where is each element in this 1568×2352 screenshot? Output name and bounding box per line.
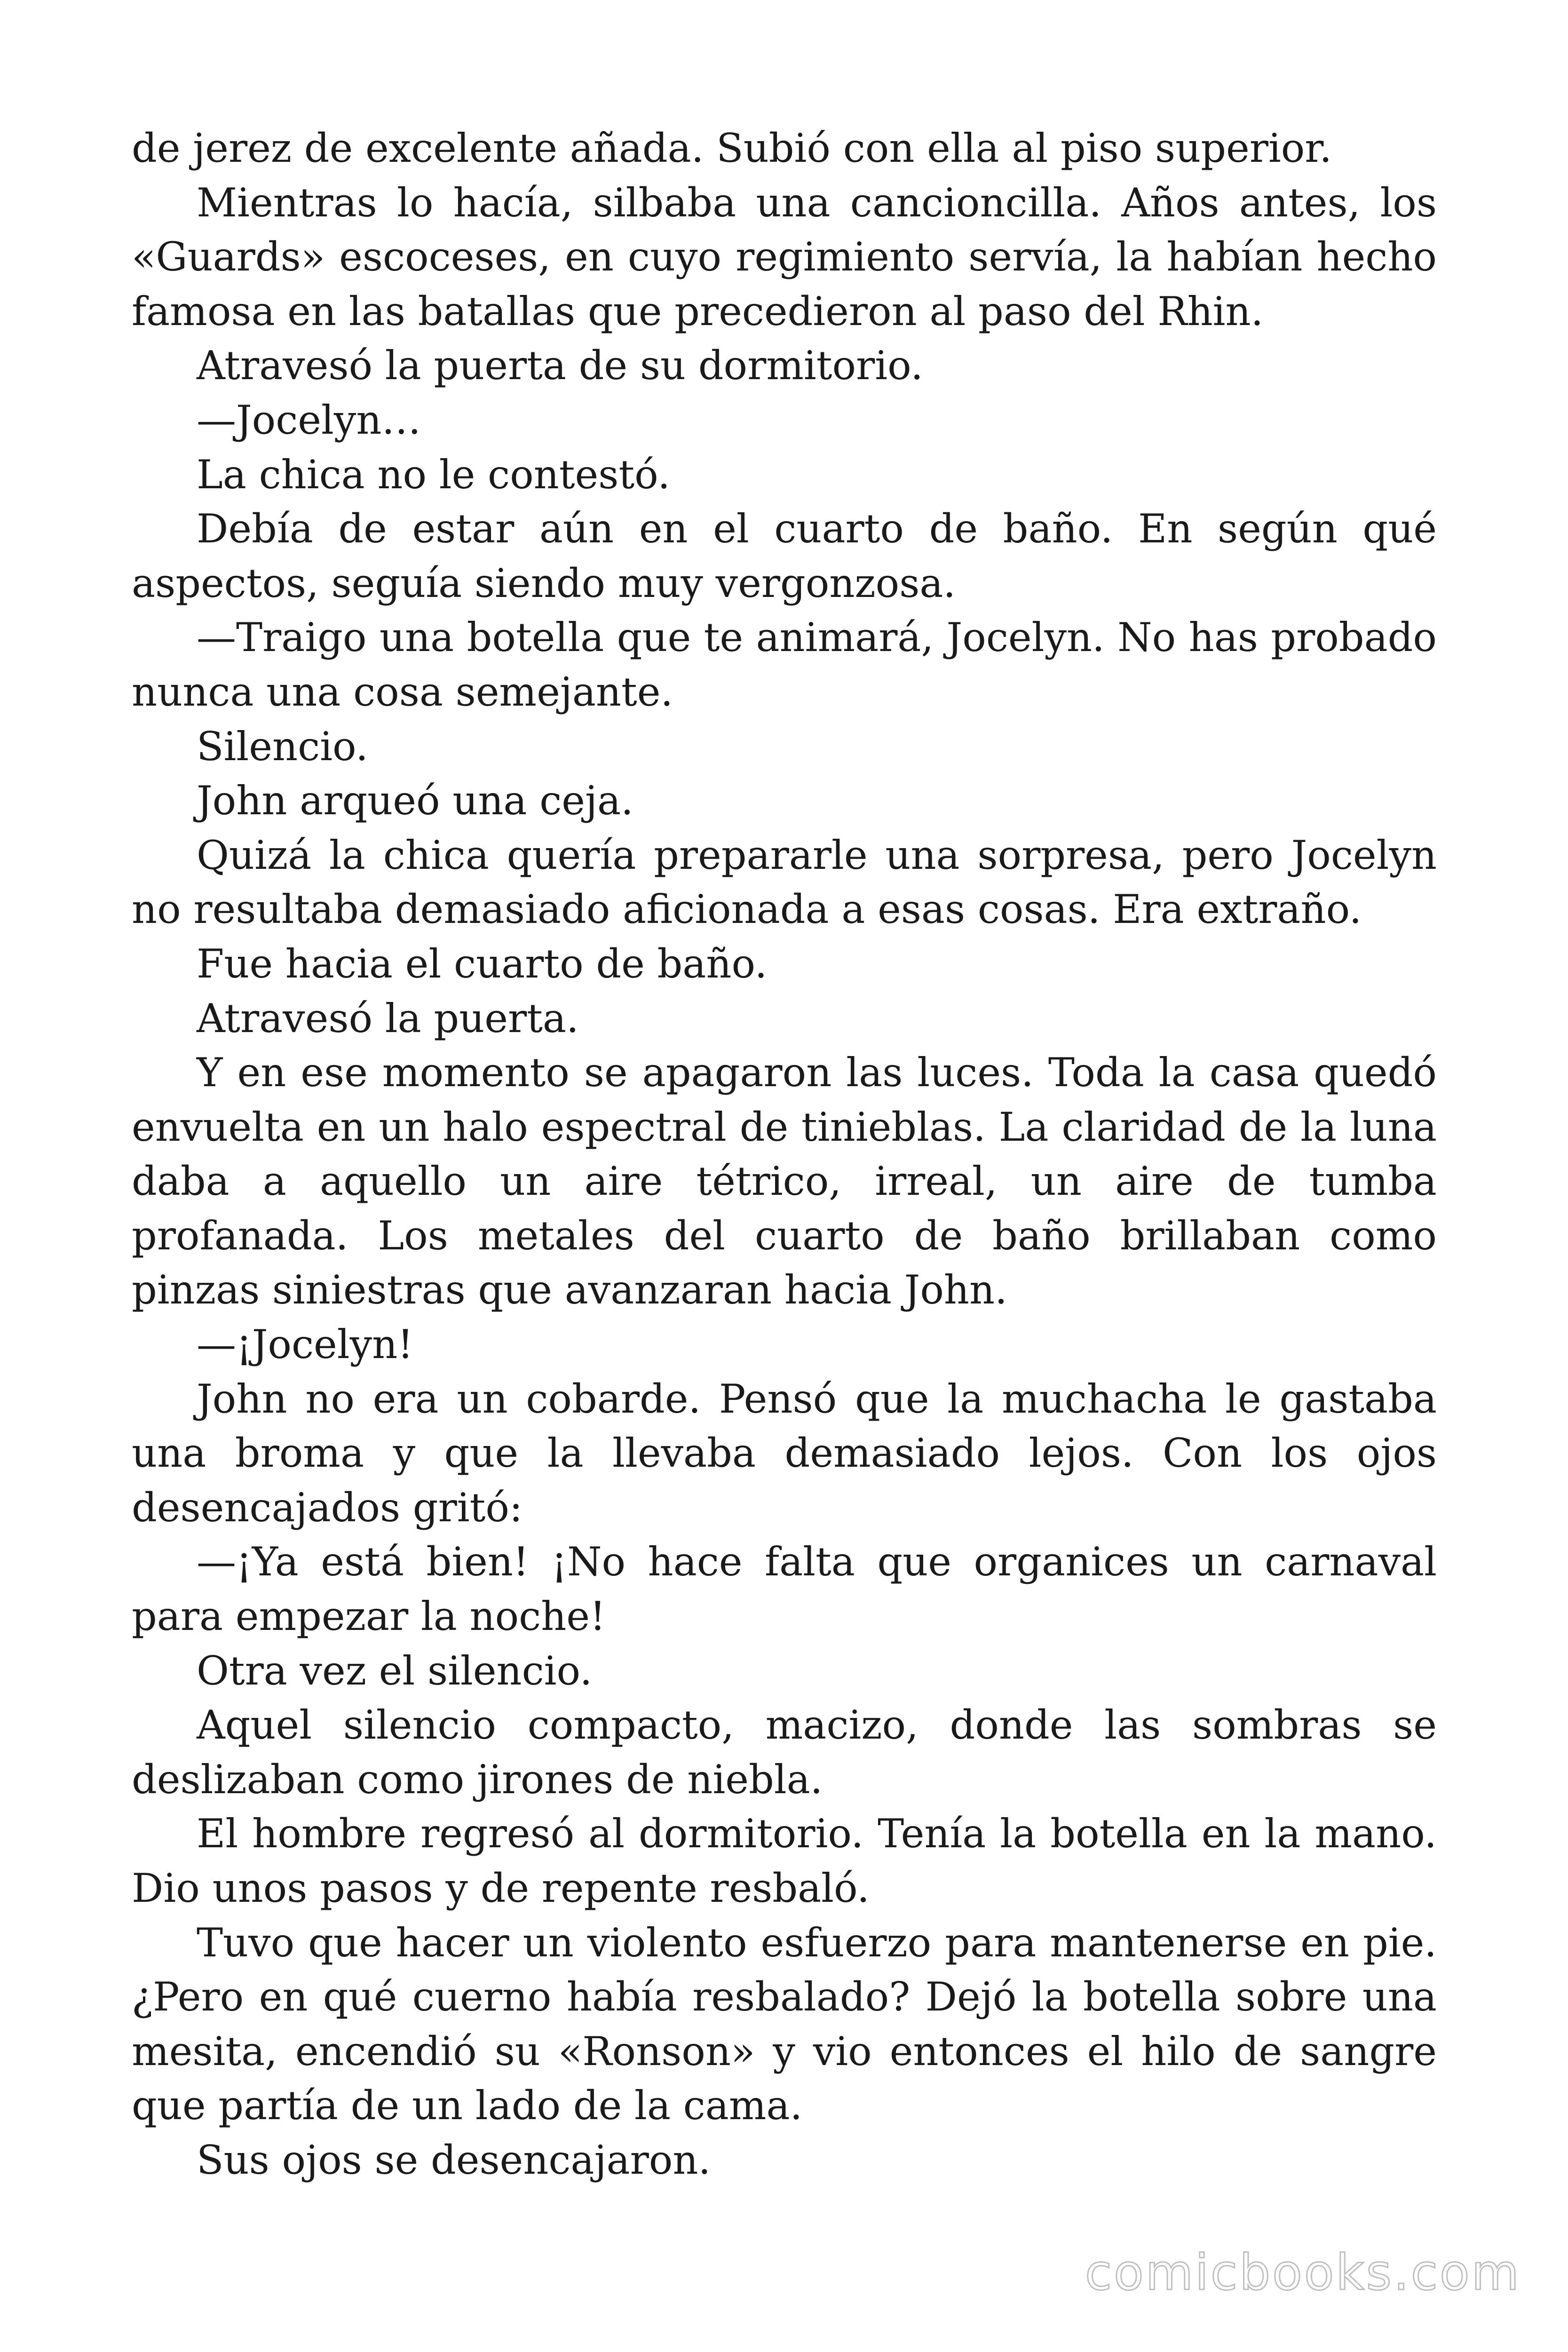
paragraph: John arqueó una ceja.: [197, 778, 634, 824]
paragraph: de jerez de excelente añada. Subió con ella al piso superior.: [132, 125, 1332, 171]
paragraph: Tuvo que hacer un violento esfuerzo para mantenerse en pie. ¿Pero en qué cuerno había resbalado? Dejó la botella sobre una mesita, encendió su «Ronson» y vio entonces el hilo de sangre que partía de un lado de la cama.: [132, 1919, 1437, 2129]
paragraph: Atravesó la puerta.: [197, 995, 579, 1041]
paragraph: El hombre regresó al dormitorio. Tenía la botella en la mano. Dio unos pasos y de repente resbaló.: [132, 1811, 1437, 1911]
paragraph: Atravesó la puerta de su dormitorio.: [197, 342, 923, 389]
paragraph: Sus ojos se desencajaron.: [197, 2137, 711, 2183]
paragraph: La chica no le contestó.: [197, 451, 670, 498]
paragraph: Fue hacia el cuarto de baño.: [197, 940, 768, 987]
paragraph: —¡Ya está bien! ¡No hace falta que organices un carnaval para empezar la noche!: [132, 1539, 1437, 1640]
paragraph: Debía de estar aún en el cuarto de baño. En según qué aspectos, seguía siendo muy vergonzosa.: [132, 506, 1437, 606]
paragraph: Y en ese momento se apagaron las luces. Toda la casa quedó envuelta en un halo espectral de tinieblas. La claridad de la luna daba a aquello un aire tétrico, irreal, un aire de tumba profanada. Los metales del cuarto de baño brillaban como pinzas siniestras que avanzaran hacia John.: [132, 1049, 1437, 1313]
paragraph: Quizá la chica quería prepararle una sorpresa, pero Jocelyn no resultaba demasiado aficionada a esas cosas. Era extraño.: [132, 832, 1437, 933]
paragraph: —Jocelyn…: [197, 397, 421, 443]
paragraph: —Traigo una botella que te animará, Jocelyn. No has probado nunca una cosa semejante.: [132, 614, 1437, 715]
paragraph: Silencio.: [197, 723, 368, 770]
paragraph: —¡Jocelyn!: [197, 1321, 413, 1368]
watermark: comicbooks.com: [1085, 2244, 1521, 2301]
body-text: [132, 121, 1437, 2188]
paragraph: John no era un cobarde. Pensó que la muchacha le gastaba una broma y que la llevaba demasiado lejos. Con los ojos desencajados gritó:: [132, 1375, 1437, 1531]
paragraph: Mientras lo hacía, silbaba una cancioncilla. Años antes, los «Guards» escoceses, en cuyo regimiento servía, la habían hecho famosa en las batallas que precedieron al paso del Rhin.: [132, 179, 1437, 334]
paragraph: Aquel silencio compacto, macizo, donde las sombras se deslizaban como jirones de niebla.: [132, 1702, 1437, 1803]
paragraph: Otra vez el silencio.: [197, 1647, 593, 1694]
